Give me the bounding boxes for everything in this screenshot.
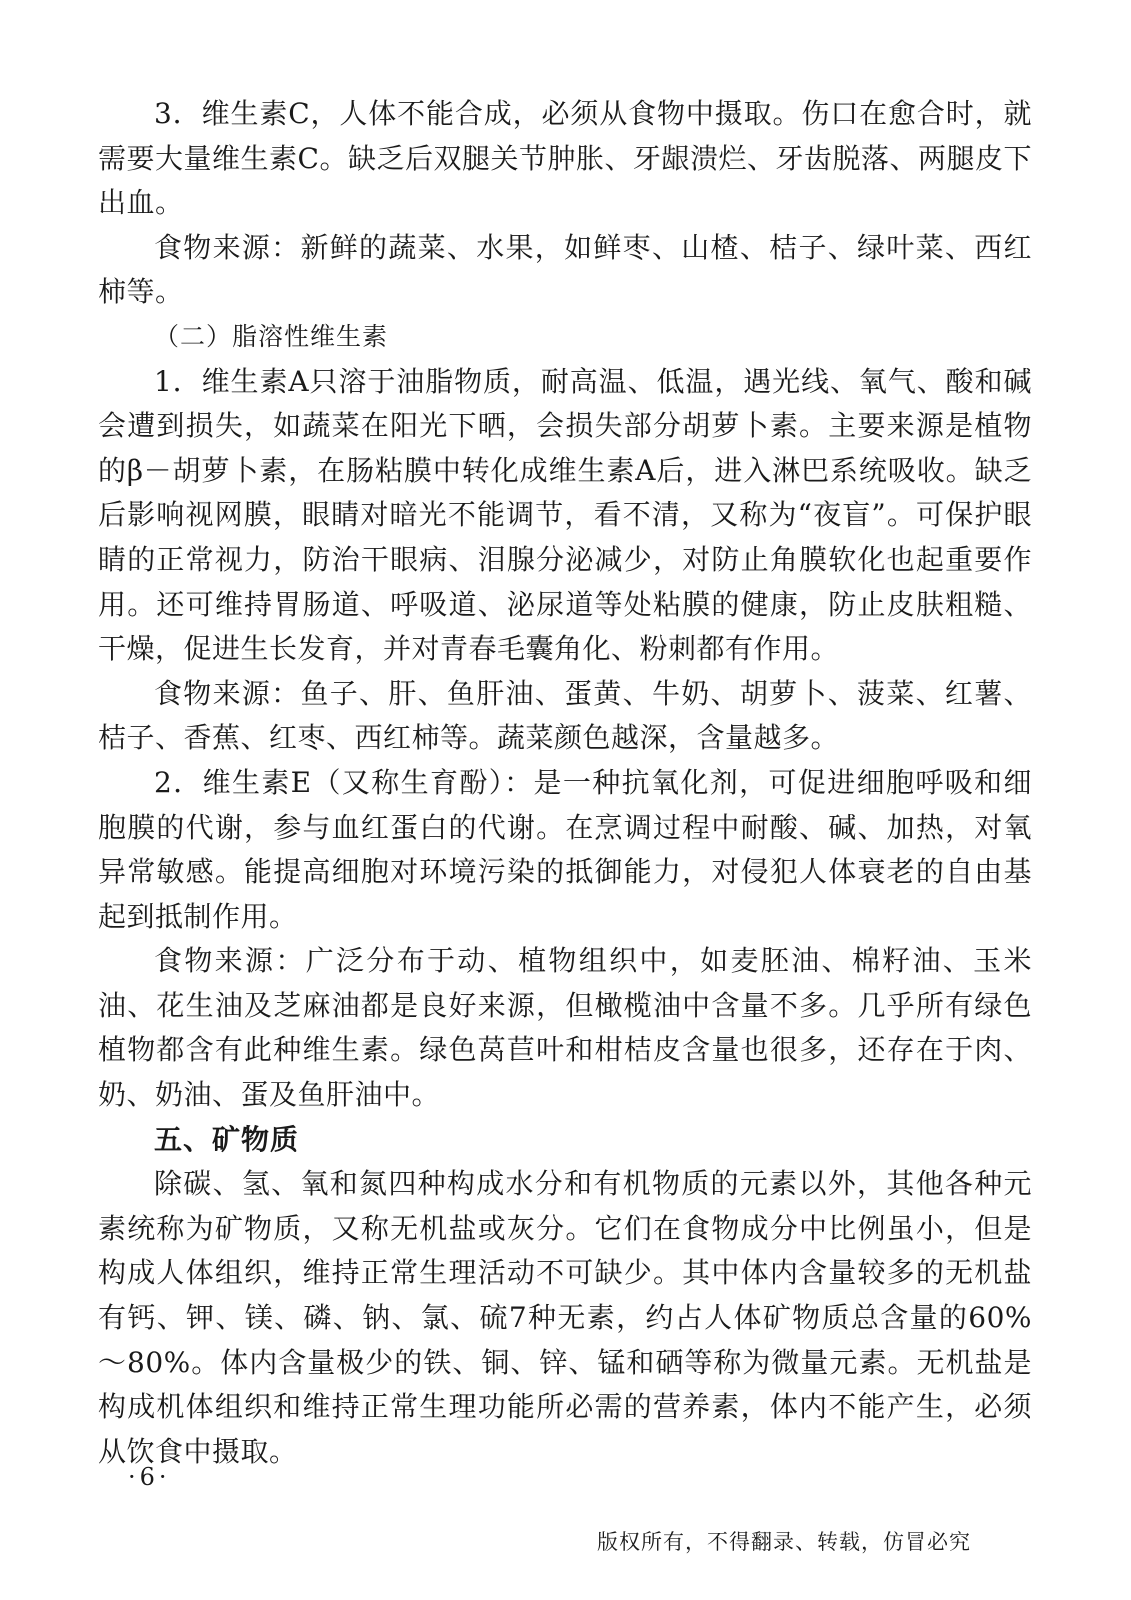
vitamin-a-paragraph: 1．维生素A只溶于油脂物质，耐高温、低温，遇光线、氧气、酸和碱会遭到损失，如蔬菜在阳光下晒，会损失部分胡萝卜素。主要来源是植物的β－胡萝卜素，在肠粘膜中转化成维生素A后，进入淋巴系统吸收。缺乏后影响视网膜，眼睛对暗光不能调节，看不清，又称为“夜盲”。可保护眼睛的正常视力，防治干眼病、泪腺分泌减少，对防止角膜软化也起重要作用。还可维持胃肠道、呼吸道、泌尿道等处粘膜的健康，防止皮肤粗糙、干燥，促进生长发育，并对青春毛囊角化、粉刺都有作用。 xyxy=(98,364,1032,666)
minerals-paragraph: 除碳、氢、氧和氮四种构成水分和有机物质的元素以外，其他各种元素统称为矿物质，又称无机盐或灰分。它们在食物成分中比例虽小，但是构成人体组织，维持正常生理活动不可缺少。其中体内含量较多的无机盐有钙、钾、镁、磷、钠、氯、硫7种无素，约占人体矿物质总含量的60%～80%。体内含量极少的铁、铜、锌、锰和硒等称为微量元素。无机盐是构成机体组织和维持正常生理功能所必需的营养素，体内不能产生，必须从饮食中摄取。 xyxy=(98,1167,1032,1468)
vitamin-c-paragraph: 3．维生素C，人体不能合成，必须从食物中摄取。伤口在愈合时，就需要大量维生素C。缺乏后双腿关节肿胀、牙龈溃烂、牙齿脱落、两腿皮下出血。 xyxy=(98,97,1032,220)
vitamin-a-food-sources: 食物来源：鱼子、肝、鱼肝油、蛋黄、牛奶、胡萝卜、菠菜、红薯、桔子、香蕉、红枣、西红柿等。蔬菜颜色越深，含量越多。 xyxy=(98,676,1032,755)
copyright-notice: 版权所有，不得翻录、转载，仿冒必究 xyxy=(597,1530,971,1554)
fat-soluble-vitamins-subheading: （二）脂溶性维生素 xyxy=(154,321,389,351)
vitamin-e-paragraph: 2．维生素E（又称生育酚）：是一种抗氧化剂，可促进细胞呼吸和细胞膜的代谢，参与血红蛋白的代谢。在烹调过程中耐酸、碱、加热，对氧异常敏感。能提高细胞对环境污染的抵御能力，对侵犯人体衰老的自由基起到抵制作用。 xyxy=(98,765,1032,933)
page-number: ·6· xyxy=(128,1463,171,1491)
page-body xyxy=(98,92,1032,1474)
vitamin-e-food-sources: 食物来源：广泛分布于动、植物组织中，如麦胚油、棉籽油、玉米油、花生油及芝麻油都是良好来源，但橄榄油中含量不多。几乎所有绿色植物都含有此种维生素。绿色莴苣叶和柑桔皮含量也很多，还存在于肉、奶、奶油、蛋及鱼肝油中。 xyxy=(98,944,1032,1112)
vitamin-c-food-sources: 食物来源：新鲜的蔬菜、水果，如鲜枣、山楂、桔子、绿叶菜、西红柿等。 xyxy=(98,230,1032,309)
minerals-section-heading: 五、矿物质 xyxy=(154,1122,300,1156)
